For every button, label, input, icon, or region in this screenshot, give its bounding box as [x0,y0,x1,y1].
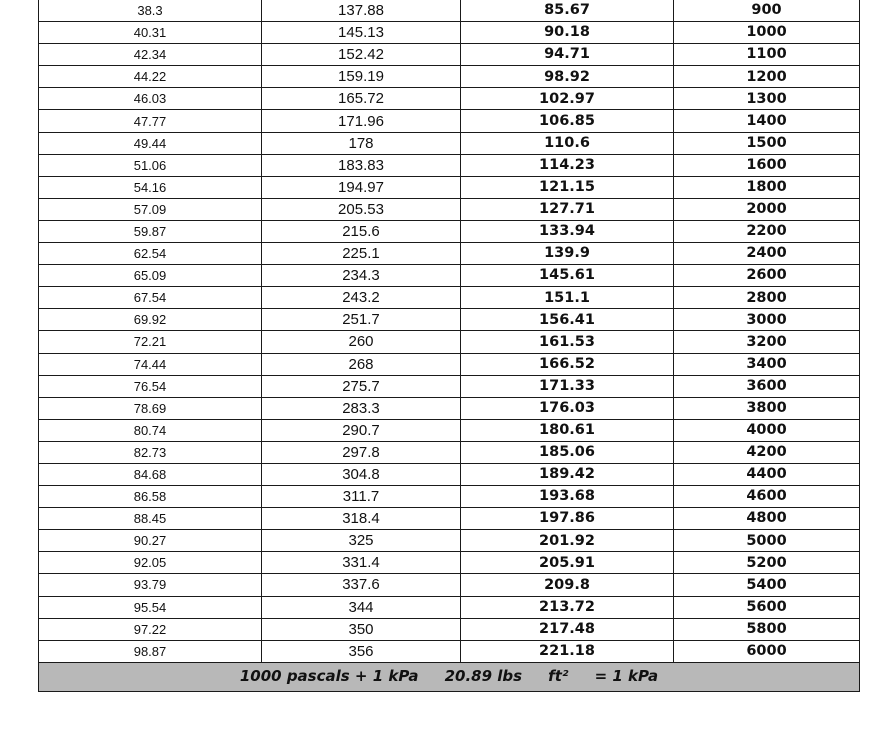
cell-col4: 5200 [674,552,860,574]
table-row [39,176,860,198]
cell-col3: 98.92 [461,66,674,88]
cell-col3: 180.61 [461,419,674,441]
table-row [39,44,860,66]
cell-col2: 243.2 [262,287,461,309]
table-row [39,198,860,220]
cell-col2: 225.1 [262,243,461,265]
cell-col1: 76.54 [39,375,262,397]
cell-col3: 189.42 [461,463,674,485]
cell-col3: 185.06 [461,441,674,463]
table-row [39,618,860,640]
cell-col1: 90.27 [39,530,262,552]
cell-col1: 51.06 [39,154,262,176]
cell-col4: 3000 [674,309,860,331]
cell-col4: 1100 [674,44,860,66]
cell-col1: 72.21 [39,331,262,353]
cell-col1: 59.87 [39,220,262,242]
cell-col4: 1000 [674,22,860,44]
cell-col1: 86.58 [39,486,262,508]
table-row [39,88,860,110]
cell-col2: 337.6 [262,574,461,596]
cell-col2: 194.97 [262,176,461,198]
table-row [39,22,860,44]
table-row [39,397,860,419]
cell-col3: 106.85 [461,110,674,132]
cell-col1: 97.22 [39,618,262,640]
cell-col2: 311.7 [262,486,461,508]
cell-col3: 114.23 [461,154,674,176]
table-row [39,132,860,154]
cell-col1: 38.3 [39,0,262,22]
table-row [39,463,860,485]
cell-col4: 5800 [674,618,860,640]
cell-col4: 1400 [674,110,860,132]
cell-col4: 4800 [674,508,860,530]
table-row [39,287,860,309]
cell-col1: 82.73 [39,441,262,463]
cell-col2: 215.6 [262,220,461,242]
table-row [39,375,860,397]
cell-col2: 304.8 [262,463,461,485]
conversion-table-body [39,0,860,691]
cell-col4: 3600 [674,375,860,397]
cell-col2: 165.72 [262,88,461,110]
cell-col2: 137.88 [262,0,461,22]
cell-col4: 1600 [674,154,860,176]
cell-col1: 40.31 [39,22,262,44]
cell-col4: 2800 [674,287,860,309]
cell-col3: 221.18 [461,640,674,662]
cell-col2: 325 [262,530,461,552]
table-row [39,552,860,574]
cell-col3: 176.03 [461,397,674,419]
table-row [39,530,860,552]
cell-col4: 6000 [674,640,860,662]
cell-col3: 197.86 [461,508,674,530]
cell-col4: 1200 [674,66,860,88]
cell-col3: 201.92 [461,530,674,552]
cell-col2: 356 [262,640,461,662]
cell-col1: 47.77 [39,110,262,132]
cell-col1: 46.03 [39,88,262,110]
cell-col4: 4400 [674,463,860,485]
cell-col4: 5400 [674,574,860,596]
cell-col2: 283.3 [262,397,461,419]
cell-col4: 2400 [674,243,860,265]
cell-col4: 2000 [674,198,860,220]
cell-col3: 209.8 [461,574,674,596]
cell-col3: 171.33 [461,375,674,397]
cell-col3: 213.72 [461,596,674,618]
cell-col1: 42.34 [39,44,262,66]
table-row [39,220,860,242]
table-row [39,331,860,353]
cell-col4: 900 [674,0,860,22]
conversion-note: 1000 pascals + 1 kPa 20.89 lbs ft² = 1 kPa [39,662,860,691]
cell-col3: 139.9 [461,243,674,265]
cell-col1: 69.92 [39,309,262,331]
cell-col4: 4200 [674,441,860,463]
table-row [39,243,860,265]
table-row [39,486,860,508]
cell-col4: 3400 [674,353,860,375]
cell-col4: 1300 [674,88,860,110]
cell-col3: 193.68 [461,486,674,508]
cell-col3: 217.48 [461,618,674,640]
cell-col1: 78.69 [39,397,262,419]
cell-col4: 4600 [674,486,860,508]
cell-col2: 159.19 [262,66,461,88]
cell-col2: 297.8 [262,441,461,463]
cell-col4: 3800 [674,397,860,419]
cell-col2: 152.42 [262,44,461,66]
cell-col3: 205.91 [461,552,674,574]
cell-col4: 2200 [674,220,860,242]
table-row [39,309,860,331]
table-row [39,265,860,287]
cell-col3: 94.71 [461,44,674,66]
cell-col3: 110.6 [461,132,674,154]
cell-col1: 84.68 [39,463,262,485]
cell-col3: 156.41 [461,309,674,331]
cell-col3: 90.18 [461,22,674,44]
table-row [39,441,860,463]
cell-col3: 85.67 [461,0,674,22]
cell-col2: 290.7 [262,419,461,441]
cell-col1: 44.22 [39,66,262,88]
cell-col2: 251.7 [262,309,461,331]
cell-col3: 166.52 [461,353,674,375]
cell-col2: 183.83 [262,154,461,176]
cell-col1: 57.09 [39,198,262,220]
conversion-table-container [38,0,859,692]
cell-col2: 234.3 [262,265,461,287]
table-row [39,110,860,132]
cell-col2: 171.96 [262,110,461,132]
cell-col2: 205.53 [262,198,461,220]
cell-col1: 88.45 [39,508,262,530]
cell-col4: 5600 [674,596,860,618]
table-row [39,640,860,662]
cell-col2: 145.13 [262,22,461,44]
table-row [39,0,860,22]
cell-col1: 49.44 [39,132,262,154]
cell-col1: 65.09 [39,265,262,287]
cell-col2: 318.4 [262,508,461,530]
table-row [39,574,860,596]
cell-col3: 151.1 [461,287,674,309]
cell-col2: 344 [262,596,461,618]
cell-col2: 275.7 [262,375,461,397]
cell-col1: 67.54 [39,287,262,309]
cell-col1: 93.79 [39,574,262,596]
cell-col3: 161.53 [461,331,674,353]
cell-col1: 92.05 [39,552,262,574]
cell-col4: 1500 [674,132,860,154]
cell-col1: 74.44 [39,353,262,375]
cell-col2: 350 [262,618,461,640]
cell-col3: 121.15 [461,176,674,198]
conversion-table [38,0,860,692]
cell-col1: 95.54 [39,596,262,618]
cell-col3: 102.97 [461,88,674,110]
cell-col1: 98.87 [39,640,262,662]
cell-col4: 2600 [674,265,860,287]
cell-col3: 145.61 [461,265,674,287]
table-row [39,353,860,375]
table-row [39,508,860,530]
table-row [39,419,860,441]
table-row [39,66,860,88]
cell-col3: 127.71 [461,198,674,220]
cell-col1: 54.16 [39,176,262,198]
cell-col4: 3200 [674,331,860,353]
cell-col1: 80.74 [39,419,262,441]
table-row [39,154,860,176]
cell-col4: 4000 [674,419,860,441]
cell-col4: 1800 [674,176,860,198]
footer-row [39,662,860,691]
cell-col2: 268 [262,353,461,375]
cell-col1: 62.54 [39,243,262,265]
cell-col2: 260 [262,331,461,353]
cell-col2: 178 [262,132,461,154]
cell-col3: 133.94 [461,220,674,242]
cell-col4: 5000 [674,530,860,552]
cell-col2: 331.4 [262,552,461,574]
table-row [39,596,860,618]
